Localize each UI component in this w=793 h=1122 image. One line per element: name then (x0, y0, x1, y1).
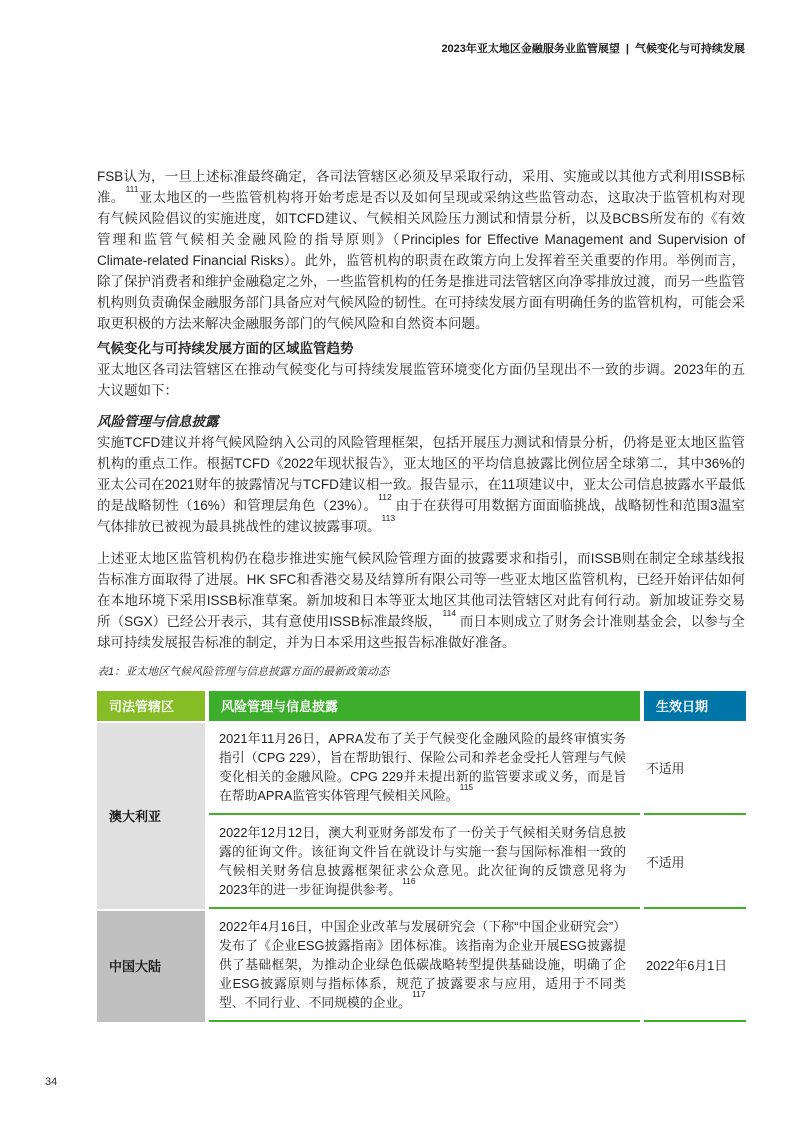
paragraph-text: FSB认为，一旦上述标准最终确定，各司法管辖区必须及早采取行动，采用、实施或以其他方式利用ISSB标准。 (97, 169, 745, 205)
paragraph-issb (97, 548, 745, 653)
subsection-heading-risk-disclosure: 风险管理与信息披露 (97, 414, 219, 429)
main-content (97, 166, 745, 1022)
footnote-ref-112: 112 (378, 491, 392, 502)
effective-date-cell: 2022年6月1日 (644, 911, 746, 1022)
footnote-ref-111: 111 (125, 183, 139, 194)
jurisdiction-cell-australia: 澳大利亚 (97, 723, 205, 909)
report-title: 2023年亚太地区金融服务业监管展望 (441, 43, 620, 55)
table-header-effective-date: 生效日期 (644, 691, 746, 721)
table-caption: 表1：亚太地区气候风险管理与信息披露方面的最新政策动态 (97, 666, 390, 678)
policy-entry-text: 2022年4月16日，中国企业改革与发展研究会（下称“中国企业研究会”）发布了《企业ESG披露指南》团体标准。该指南为企业开展ESG披露提供了基础框架，为推动企业绿色低碳战略转型提供基础设施，明确了企业ESG披露原则与指标体系，规范了披露要求与应用，适用于不同类型、不同行业、不同规模的企业。 (219, 919, 626, 1010)
policy-table (97, 691, 745, 1022)
paragraph-text: 亚太地区的一些监管机构将开始考虑是否以及如何呈现或采纳这些监管动态，这取决于监管机构对现有气候风险倡议的实施进度，如TCFD建议、气候相关风险压力测试和情景分析，以及BCBS所发布的《有效管理和监管气候相关金融风险的指导原则》（Principles for Effective Management and Supervision of Climate-related Financial Risks）。此外，监管机构的职责在政策方向上发挥着至关重要的作用。举例而言，除了保护消费者和维护金融稳定之外，一些监管机构的任务是推进司法管辖区向净零排放过渡，而另一些监管机构则负责确保金融服务部门具备应对气候风险的韧性。在可持续发展方面有明确任务的监管机构，可能会采取更积极的方法来解决金融服务部门的气候风险和自然资本问题。 (97, 190, 746, 331)
paragraph-text: 而日本则成立了财务会计准则基金会，以参与全球可持续发展报告标准的制定，并为日本采用这些报告标准做好准备。 (97, 614, 745, 650)
effective-date-cell: 不适用 (644, 723, 746, 815)
footnote-ref-115: 115 (459, 781, 474, 792)
policy-entry-cell (209, 817, 640, 909)
paragraph-trends: 亚太地区各司法管辖区在推动气候变化与可持续发展监管环境变化方面仍呈现出不一致的步调。2023年的五大议题如下： (97, 362, 745, 398)
footnote-ref-113: 113 (381, 512, 396, 523)
section-heading-regional-trends: 气候变化与可持续发展方面的区域监管趋势 (97, 341, 354, 356)
footnote-ref-116: 116 (402, 875, 416, 886)
policy-entry-cell (209, 911, 640, 1022)
table-header-topic: 风险管理与信息披露 (209, 691, 640, 721)
policy-entry-text: 2021年11月26日，APRA发布了关于气候变化金融风险的最终审慎实务指引（CPG 229），旨在帮助银行、保险公司和养老金受托人管理与气候变化相关的金融风险。CPG 229并未提出新的监管要求或义务，而是旨在帮助APRA监管实体管理气候相关风险。 (219, 731, 626, 803)
header-separator: | (625, 43, 629, 55)
paragraph-risk (97, 432, 745, 537)
footnote-ref-114: 114 (442, 607, 457, 618)
paragraph-text: 由于在获得可用数据方面面临挑战，战略韧性和范围3温室气体排放已被视为最具挑战性的建议披露事项。 (97, 498, 745, 534)
chapter-title: 气候变化与可持续发展 (635, 43, 745, 55)
paragraph-text: 实施TCFD建议并将气候风险纳入公司的风险管理框架，包括开展压力测试和情景分析，仍将是亚太地区监管机构的重点工作。根据TCFD《2022年现状报告》，亚太地区的平均信息披露比例位居全球第二，其中36%的亚太公司在2021财年的披露情况与TCFD建议相一致。报告显示，在11项建议中，亚太公司信息披露水平最低的是战略韧性（16%）和管理层角色（23%）。 (97, 435, 745, 513)
policy-entry-text: 2022年12月12日，澳大利亚财务部发布了一份关于气候相关财务信息披露的征询文件。该征询文件旨在就设计与实施一套与国际标准相一致的气候相关财务信息披露框架征求公众意见。此次征询的反馈意见将为2023年的进一步征询提供参考。 (219, 825, 626, 897)
paragraph-fsb (97, 166, 745, 334)
paragraph-text: 上述亚太地区监管机构仍在稳步推进实施气候风险管理方面的披露要求和指引，而ISSB则在制定全球基线报告标准方面取得了进展。HK SFC和香港交易及结算所有限公司等一些亚太地区监管机构，已经开始评估如何在本地环境下采用ISSB标准草案。新加坡和日本等亚太地区其他司法管辖区对此有何行动。新加坡证券交易所（SGX）已经公开表示，其有意使用ISSB标准最终版， (97, 551, 745, 629)
page-number: 34 (45, 1076, 58, 1088)
running-header (441, 40, 745, 56)
table-header-jurisdiction: 司法管辖区 (97, 691, 205, 721)
policy-entry-cell (209, 723, 640, 815)
effective-date-cell: 不适用 (644, 817, 746, 909)
footnote-ref-117: 117 (411, 988, 426, 999)
jurisdiction-cell-mainland-china: 中国大陆 (97, 911, 205, 1022)
